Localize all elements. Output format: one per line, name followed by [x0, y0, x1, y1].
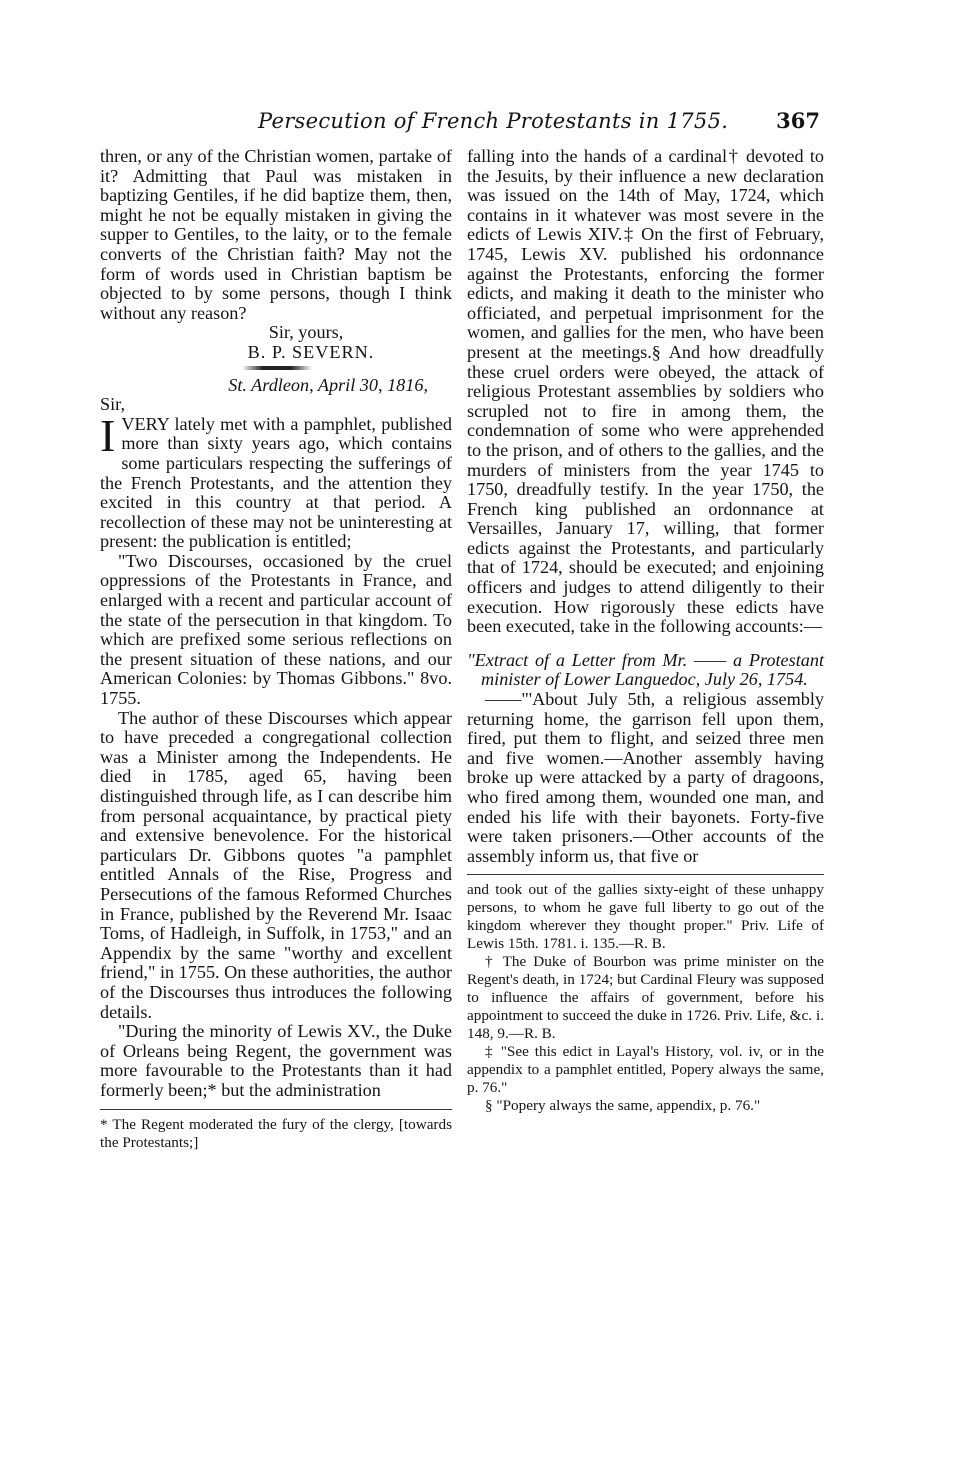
extract-heading: "Extract of a Letter from Mr. —— a Protestant minister of Lower Languedoc, July 26, 1754.: [467, 649, 824, 690]
drop-cap: I: [100, 409, 116, 461]
letter-salutation: Sir,: [100, 394, 126, 415]
footnote: * The Regent moderated the fury of the clergy, [towards the Protestants;]: [100, 1115, 452, 1151]
opening-paragraph: [100, 409, 452, 552]
page-number: 367: [776, 108, 820, 133]
right-column: [467, 147, 824, 1115]
letter-dateline: St. Ardleon, April 30, 1816,: [228, 374, 428, 395]
opening-text: VERY lately met with a pamphlet, published more than sixty years ago, which contains some particulars respecting the sufferings of the French Protestants, and the attention they excited in this country at that period. A recollection of these may not be uninteresting at present: the publication is entitled;: [100, 413, 452, 552]
author-paragraph: The author of these Discourses which appear to have preceded a congregational collection was a Minister among the Independents. He died in 1785, aged 65, having been distinguished through life, as I can describe him from personal acquaintance, by practical piety and extensive benevolence. For the historical particulars Dr. Gibbons quotes "a pamphlet entitled Annals of the Rise, Progress and Persecutions of the famous Reformed Churches in France, published by the Reverend Mr. Isaac Toms, of Hadleigh, in Suffolk, in 1753," and an Appendix by the same "worthy and excellent friend," in 1755. On these authorities, the author of the Discourses thus introduces the following details.: [100, 707, 452, 1022]
history-paragraph: falling into the hands of a cardinal† devoted to the Jesuits, by their influence a new declaration was issued on the 14th of May, 1724, which contains in it whatever was most severe in the edicts of Lewis XIV.‡ On the first of February, 1745, Lewis XV. published his ordonnance against the Protestants, enforcing the former edicts, and making it death to the minister who officiated, and perpetual imprisonment for the women, and gallies for the men, who have been present at the meetings.§ And how dreadfully these cruel orders were obeyed, the attack of religious Protestant assemblies by soldiers who scrupled not to fire in among them, the condemnation of some who were apprehended to the prison, and of others to the gallies, and the murders of ministers from the year 1745 to 1750, dreadfully testify. In the year 1750, the French king published an ordonnance at Versailles, January 17, willing, that former edicts against the Protestants, and particularly that of 1724, should be executed; and enjoining officers and judges to attend diligently to their execution. How rigorously these edicts have been executed, take in the following accounts:—: [467, 146, 824, 637]
footnote-rule: [100, 1109, 452, 1110]
section-divider: [242, 366, 312, 370]
footnote: ‡ "See this edict in Layal's History, vol. iv, or in the appendix to a pamphlet entitled, Popery always the same, p. 76.": [467, 1043, 824, 1097]
letter-closing: Sir, yours,: [268, 322, 344, 343]
running-header: [98, 108, 820, 133]
page-title: Persecution of French Protestants in 1755.: [258, 109, 729, 133]
letter-signature: B. P. SEVERN.: [247, 341, 375, 362]
letter-paragraph: thren, or any of the Christian women, partake of it? Admitting that Paul was mistaken in baptizing Gentiles, if he did baptize them, then, might he not be equally mistaken in giving the supper to Gentiles, to the laity, or to the female converts of the Christian faith? May not the form of words used in Christian baptism be objected to by some persons, though I think without any reason?: [100, 146, 452, 323]
footnote: † The Duke of Bourbon was prime minister on the Regent's death, in 1724; but Cardinal Fleury was supposed to influence the affairs of government, before his appointment to succeed the duke in 1726. Priv. Life, &c. i. 148, 9.—R. B.: [467, 953, 824, 1043]
footnote: and took out of the gallies sixty-eight of these unhappy persons, to whom he gave full liberty to go out of the kingdom wherever they thought proper." Priv. Life of Lewis 15th. 1781. i. 135.—R. B.: [467, 881, 824, 953]
extract-paragraph: ——"'About July 5th, a religious assembly returning home, the garrison fell upon them, fired, put them to flight, and seized three men and five women.—Another assembly having broke up were attacked by a party of dragoons, who fired among them, wounded one man, and ended his life with their bayonets. Forty-five were taken prisoners.—Other accounts of the assembly inform us, that five or: [467, 689, 824, 866]
footnote-rule: [467, 874, 824, 875]
footnote: § "Popery always the same, appendix, p. 76.": [485, 1097, 761, 1115]
quotation-paragraph: "During the minority of Lewis XV., the Duke of Orleans being Regent, the government was more favourable to the Protestants than it had formerly been;* but the administration: [100, 1021, 452, 1100]
left-column: [100, 147, 452, 1152]
quoted-title-paragraph: "Two Discourses, occasioned by the cruel oppressions of the Protestants in France, and enlarged with a recent and particular account of the state of the persecution in that kingdom. To which are prefixed some serious reflections on the present situation of these nations, and our American Colonies: by Thomas Gibbons." 8vo. 1755.: [100, 550, 452, 709]
